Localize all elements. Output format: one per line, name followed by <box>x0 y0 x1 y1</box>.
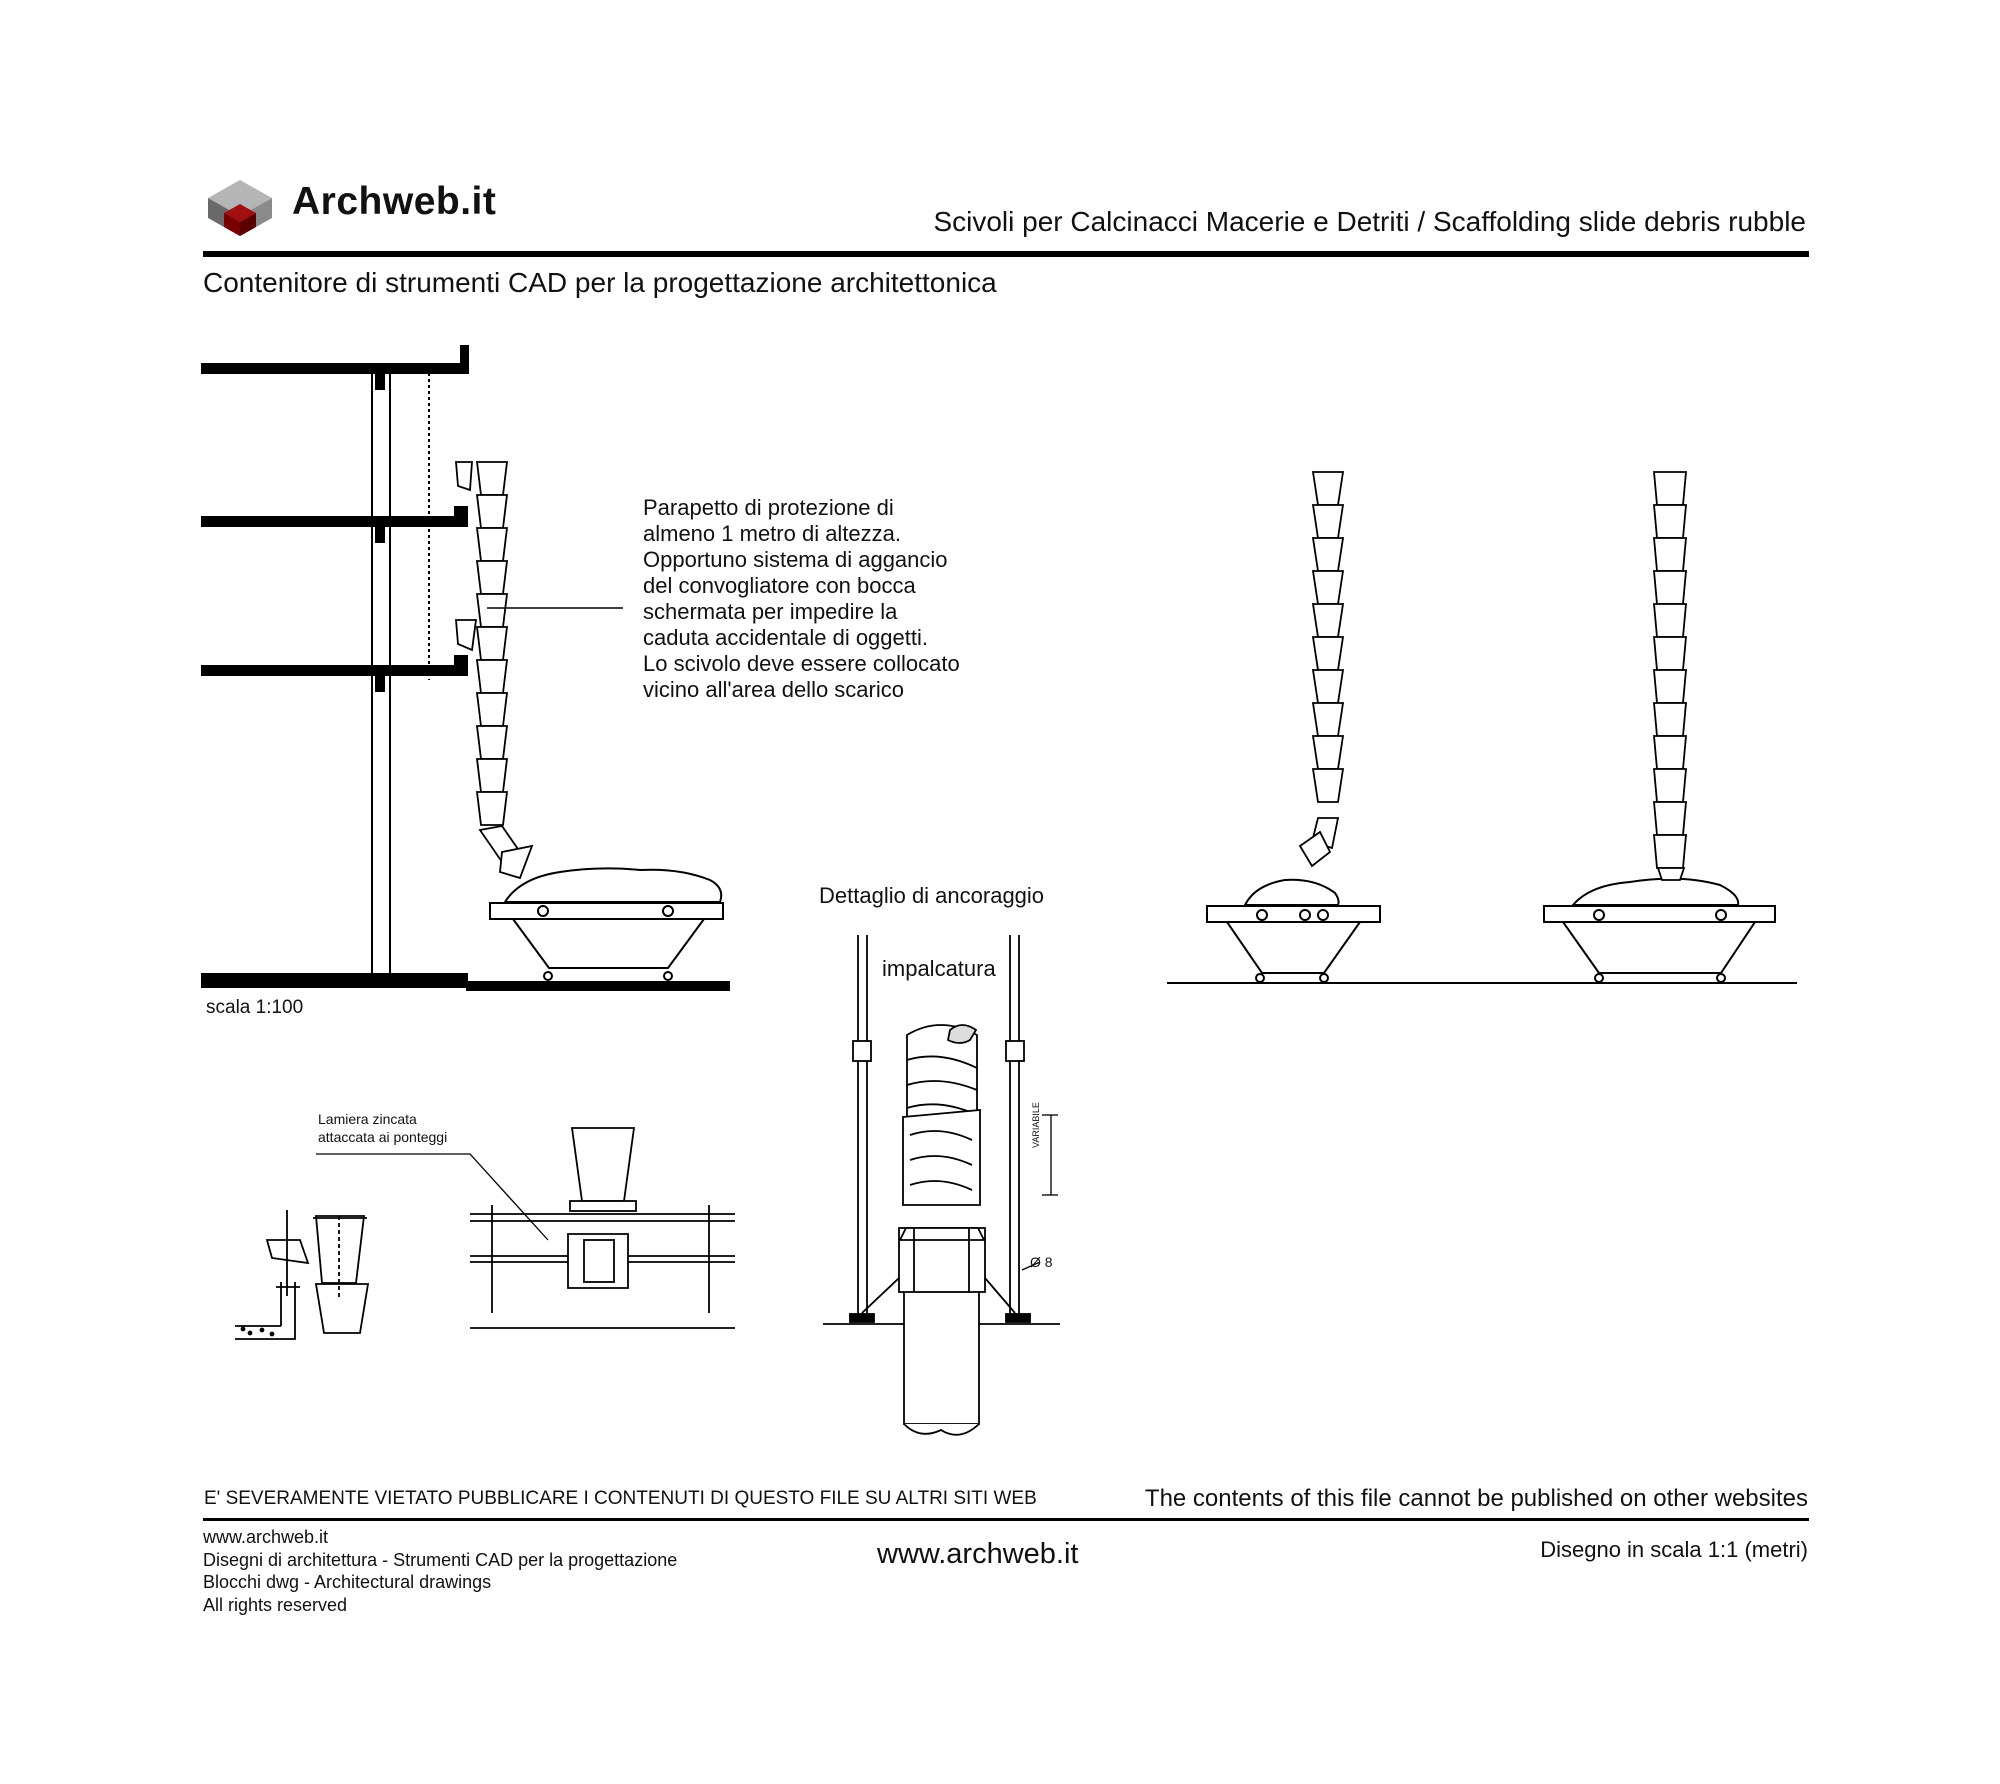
container-left <box>490 868 723 980</box>
sheet-detail <box>316 1128 735 1328</box>
chute-elbow <box>456 462 472 490</box>
chute-segment <box>1654 472 1686 505</box>
chute-elbow <box>500 846 532 878</box>
chute-segment <box>477 759 507 792</box>
header-divider <box>203 251 1809 257</box>
chute-segment <box>1313 769 1343 802</box>
annotation-note <box>643 495 1023 703</box>
chute-segment <box>1654 604 1686 637</box>
footer-scale-note: Disegno in scala 1:1 (metri) <box>1540 1537 1808 1562</box>
chute-segment <box>1654 670 1686 703</box>
note-line: Lo scivolo deve essere collocato <box>643 651 960 676</box>
scale-label: scala 1:100 <box>206 997 304 1018</box>
chute-segment <box>1313 472 1343 505</box>
note-line: almeno 1 metro di altezza. <box>643 521 902 546</box>
note-line: caduta accidentale di oggetti. <box>643 625 928 650</box>
chute-segment <box>1313 571 1343 604</box>
chute-segment <box>1654 637 1686 670</box>
page-subtitle: Contenitore di strumenti CAD per la progettazione architettonica <box>203 267 997 298</box>
note-line: schermata per impedire la <box>643 599 898 624</box>
chute-segment <box>1654 769 1686 802</box>
footer-credits <box>203 1526 677 1616</box>
chute-segment <box>477 594 507 627</box>
chute-segment <box>1313 505 1343 538</box>
chute-segment <box>1654 736 1686 769</box>
hook-detail <box>235 1210 368 1339</box>
sheet-label <box>318 1110 447 1146</box>
chute-segment <box>477 462 507 495</box>
sheet-label-line: Lamiera zincata <box>318 1111 417 1127</box>
footer-credit-line: All rights reserved <box>203 1594 348 1615</box>
chute-segment <box>1654 835 1686 868</box>
chute-segment <box>1313 703 1343 736</box>
chute-segment <box>477 528 507 561</box>
logo-icon <box>208 180 272 236</box>
note-line: Opportuno sistema di aggancio <box>643 547 948 572</box>
chute-segment <box>477 726 507 759</box>
note-line: del convogliatore con bocca <box>643 573 916 598</box>
detail-title: Dettaglio di ancoraggio <box>819 883 1045 908</box>
chute-segment <box>477 792 507 825</box>
anchorage-detail <box>823 935 1060 1435</box>
chute-segment <box>1654 703 1686 736</box>
chute-segment <box>1654 802 1686 835</box>
chute-segment <box>1313 670 1343 703</box>
page-title: Scivoli per Calcinacci Macerie e Detriti / Scaffolding slide debris rubble <box>933 206 1806 237</box>
footer-website: www.archweb.it <box>877 1538 1079 1570</box>
logo-text: Archweb.it <box>292 180 497 223</box>
dimension-variable-label: VARIABILE <box>1031 1102 1041 1148</box>
chute-elbow <box>456 620 476 650</box>
footer-warning-en: The contents of this file cannot be published on other websites <box>1144 1485 1808 1512</box>
note-line: Parapetto di protezione di <box>643 495 894 520</box>
chute-right-1 <box>1300 472 1343 866</box>
chute-elbow <box>1658 868 1684 880</box>
right-elevations <box>1167 879 1797 983</box>
scaffold-label: impalcatura <box>882 956 996 981</box>
chute-segment <box>477 660 507 693</box>
chute-segment <box>477 561 507 594</box>
chute-segment <box>1313 637 1343 670</box>
chute-segment <box>477 495 507 528</box>
chute-segment <box>477 627 507 660</box>
footer-warning-it: E' SEVERAMENTE VIETATO PUBBLICARE I CONTENUTI DI QUESTO FILE SU ALTRI SITI WEB <box>204 1488 1037 1509</box>
chute-segment <box>1313 538 1343 571</box>
footer-credit-line: www.archweb.it <box>203 1527 329 1547</box>
chute-segment <box>1654 538 1686 571</box>
chute-segment <box>1313 736 1343 769</box>
chute-right-2 <box>1654 472 1686 880</box>
diameter-label: Ø 8 <box>1030 1254 1053 1270</box>
chute-segment <box>477 693 507 726</box>
chute-segment <box>1654 571 1686 604</box>
note-line: vicino all'area dello scarico <box>643 677 904 702</box>
footer-divider <box>203 1518 1809 1521</box>
chute-segment <box>1654 505 1686 538</box>
footer-credit-line: Disegni di architettura - Strumenti CAD per la progettazione <box>203 1549 678 1570</box>
footer-credit-line: Blocchi dwg - Architectural drawings <box>203 1572 492 1592</box>
chute-segment <box>1313 604 1343 637</box>
sheet-label-line: attaccata ai ponteggi <box>318 1129 448 1145</box>
